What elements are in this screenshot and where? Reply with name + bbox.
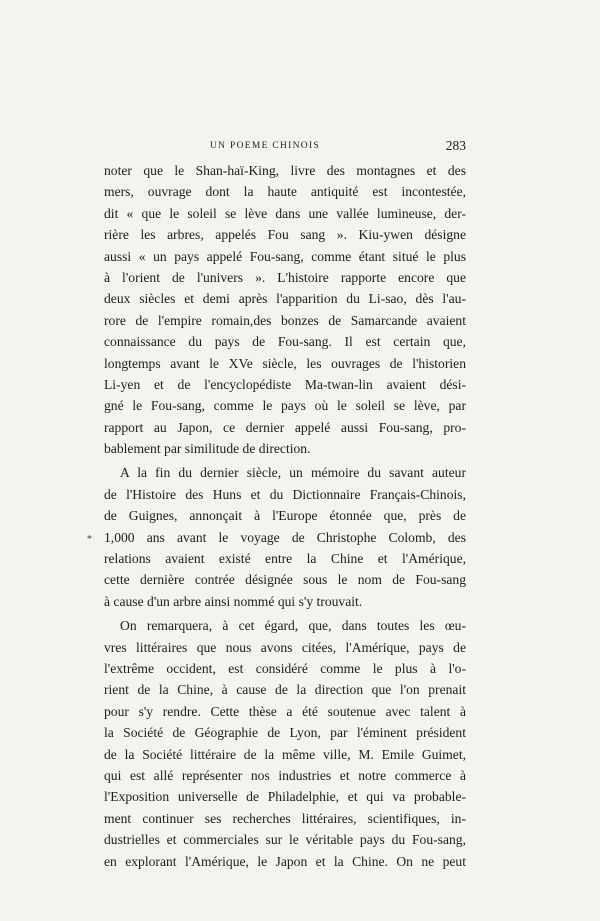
- text-line: On remarquera, à cet égard, que, dans toutes les œu-: [120, 618, 466, 634]
- text-line: Li-yen et de l'encyclopédiste Ma-twan-lin avaient dési-: [104, 376, 466, 392]
- text-line: ment continuer ses recherches littéraires, scientifiques, in-: [104, 810, 466, 826]
- text-line: 1,000 ans avant le voyage de Christophe Colomb, des: [104, 529, 466, 545]
- text-line: longtemps avant le XVe siècle, les ouvrages de l'historien: [104, 355, 466, 371]
- text-line: dustrielles et commerciales sur le véritable pays du Fou-sang,: [104, 832, 466, 848]
- text-line: en explorant l'Amérique, le Japon et la Chine. On ne peut: [104, 853, 466, 869]
- text-line: rore de l'empire romain,des bonzes de Samarcande avaient: [104, 312, 466, 328]
- text-line: à cause d'un arbre ainsi nommé qui s'y trouvait.: [104, 593, 363, 609]
- text-line: vres littéraires que nous avons citées, l'Amérique, pays de: [104, 639, 466, 655]
- text-line: deux siècles et demi après l'apparition du Li-sao, dès l'au-: [104, 291, 466, 307]
- text-line: l'Exposition universelle de Philadelphie, et qui va probable-: [104, 789, 466, 805]
- text-line: relations avaient existé entre la Chine et l'Amérique,: [104, 551, 466, 567]
- text-line: qui est allé représenter nos industries et notre commerce à: [104, 767, 466, 783]
- running-title: UN POEME CHINOIS: [210, 141, 320, 151]
- text-line: l'extrême occident, est considéré comme le plus à l'o-: [104, 660, 466, 676]
- text-line: dit « que le soleil se lève dans une vallée lumineuse, der-: [104, 205, 466, 221]
- page-number: 283: [445, 138, 466, 153]
- text-line: de Guignes, annonçait à l'Europe étonnée que, près de: [104, 508, 466, 524]
- text-line: noter que le Shan-haï-King, livre des montagnes et des: [104, 163, 466, 178]
- marginal-mark: *: [87, 534, 92, 545]
- text-line: connaissance du pays de Fou-sang. Il est certain que,: [104, 334, 466, 350]
- text-line: rapport au Japon, ce dernier appelé aussi Fou-sang, pro-: [104, 419, 466, 435]
- text-line: pour s'y rendre. Cette thèse a été soutenue avec talent à: [104, 703, 466, 719]
- text-line: rient de la Chine, à cause de la direction que l'on prenait: [104, 682, 466, 698]
- text-line: rière les arbres, appelés Fou sang ». Kiu-ywen désigne: [104, 227, 466, 243]
- page-header: [104, 138, 466, 160]
- text-line: la Société de Géographie de Lyon, par l'éminent président: [104, 725, 466, 741]
- text-line: aussi « un pays appelé Fou-sang, comme étant situé le plus: [104, 248, 466, 264]
- text-line: de la Société littéraire de la même ville, M. Emile Guimet,: [104, 746, 466, 762]
- text-line: mers, ouvrage dont la haute antiquité est incontestée,: [104, 184, 466, 200]
- body-text: [104, 160, 466, 872]
- text-line: à l'orient de l'univers ». L'histoire rapporte encore que: [104, 269, 466, 285]
- text-line: cette dernière contrée désignée sous le nom de Fou-sang: [104, 572, 466, 588]
- text-line: A la fin du dernier siècle, un mémoire du savant auteur: [120, 465, 466, 481]
- text-line: bablement par similitude de direction.: [104, 441, 311, 457]
- text-line: gné le Fou-sang, comme le pays où le soleil se lève, par: [104, 398, 466, 414]
- text-line: de l'Histoire des Huns et du Dictionnaire Français-Chinois,: [104, 486, 466, 502]
